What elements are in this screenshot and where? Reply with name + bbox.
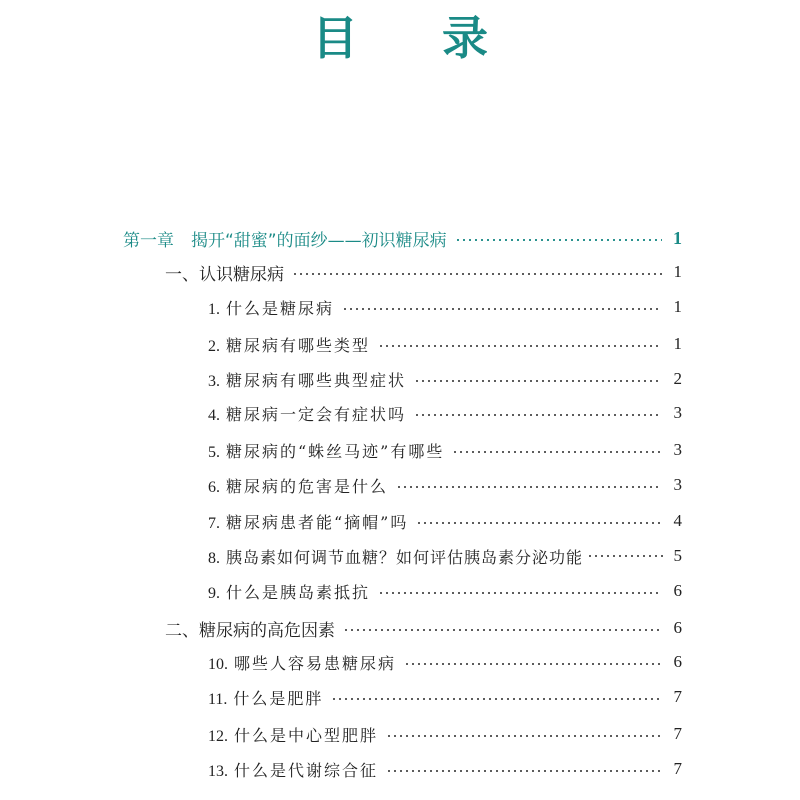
dot-leader: [386, 770, 662, 772]
item-number: 6.: [208, 478, 220, 496]
toc-item-7[interactable]: [208, 506, 682, 536]
item-text: 糖尿病患者能“摘帽”吗: [226, 512, 409, 532]
item-text: 哪些人容易患糖尿病: [234, 653, 397, 673]
item-number: 9.: [208, 584, 220, 602]
toc-chapter-1[interactable]: [123, 223, 682, 253]
dot-leader: [587, 555, 666, 557]
page-number: 1: [673, 334, 682, 353]
item-text: 什么是中心型肥胖: [234, 725, 379, 745]
item-text: 什么是胰岛素抵抗: [226, 582, 371, 602]
item-text: 胰岛素如何调节血糖？如何评估胰岛素分泌功能: [226, 547, 584, 567]
page-number: 7: [673, 687, 682, 706]
item-title: [208, 402, 406, 425]
section-title: 二、糖尿病的高危因素: [165, 620, 335, 641]
item-number: 7.: [208, 514, 220, 532]
toc-item-3[interactable]: [208, 364, 682, 394]
item-number: 4.: [208, 406, 220, 424]
dot-leader: [404, 663, 662, 665]
item-number: 11.: [208, 690, 228, 708]
dot-leader: [292, 273, 662, 275]
dot-leader: [416, 522, 662, 524]
item-text: 糖尿病有哪些类型: [226, 335, 371, 355]
item-number: 12.: [208, 727, 228, 745]
page-number: 1: [673, 227, 682, 248]
page-title: 目 录: [311, 11, 522, 65]
page-number: 3: [673, 403, 682, 422]
toc-item-2[interactable]: [208, 329, 682, 359]
section-title: 一、认识糖尿病: [165, 264, 284, 285]
item-title: [208, 510, 408, 533]
toc-item-13[interactable]: [208, 754, 682, 784]
dot-leader: [414, 414, 662, 416]
page-number: 4: [673, 511, 682, 530]
toc-item-6[interactable]: [208, 470, 682, 500]
dot-leader: [396, 486, 662, 488]
page-number: 6: [673, 581, 682, 600]
toc-item-11[interactable]: [208, 682, 682, 712]
dot-leader: [378, 345, 662, 347]
item-text: 什么是代谢综合征: [234, 760, 379, 780]
item-title: [208, 333, 370, 356]
toc-item-10[interactable]: [208, 647, 682, 677]
item-number: 5.: [208, 443, 220, 461]
item-number: 13.: [208, 762, 228, 780]
item-title: [208, 545, 583, 568]
item-text: 糖尿病的危害是什么: [226, 476, 389, 496]
item-title: [208, 474, 388, 497]
dot-leader: [331, 698, 662, 700]
dot-leader: [414, 380, 662, 382]
chapter-title: 第一章 揭开“甜蜜”的面纱——初识糖尿病: [123, 230, 447, 251]
page-number: 7: [673, 759, 682, 778]
page-number: 3: [673, 475, 682, 494]
item-title: [208, 368, 406, 391]
toc-section-1[interactable]: [165, 257, 682, 287]
item-text: 什么是肥胖: [233, 688, 324, 708]
item-number: 8.: [208, 549, 220, 567]
dot-leader: [386, 735, 662, 737]
page-number: 7: [673, 724, 682, 743]
page-number: 6: [673, 618, 682, 637]
item-number: 3.: [208, 372, 220, 390]
item-text: 糖尿病有哪些典型症状: [226, 370, 407, 390]
item-title: [208, 651, 396, 674]
toc-item-4[interactable]: [208, 398, 682, 428]
toc-item-8[interactable]: [208, 541, 682, 571]
item-number: 10.: [208, 655, 228, 673]
toc-item-1[interactable]: [208, 292, 682, 322]
toc-item-9[interactable]: [208, 576, 682, 606]
toc-item-5[interactable]: [208, 435, 682, 465]
item-text: 糖尿病的“蛛丝马迹”有哪些: [226, 441, 445, 461]
toc-section-2[interactable]: [165, 613, 682, 643]
item-number: 2.: [208, 337, 220, 355]
toc-item-12[interactable]: [208, 719, 682, 749]
dot-leader: [455, 239, 662, 241]
item-title: [208, 686, 323, 709]
page-number: 2: [673, 369, 682, 388]
item-number: 1.: [208, 300, 220, 318]
dot-leader: [452, 451, 662, 453]
item-title: [208, 723, 378, 746]
item-title: [208, 758, 378, 781]
item-text: 什么是糖尿病: [226, 298, 335, 318]
dot-leader: [342, 308, 662, 310]
page-number: 5: [673, 546, 682, 565]
page-number: 3: [673, 440, 682, 459]
dot-leader: [378, 592, 662, 594]
page-number: 6: [673, 652, 682, 671]
item-title: [208, 439, 444, 462]
page-number: 1: [673, 297, 682, 316]
item-text: 糖尿病一定会有症状吗: [226, 404, 407, 424]
dot-leader: [343, 629, 662, 631]
page-number: 1: [673, 262, 682, 281]
item-title: [208, 296, 334, 319]
item-title: [208, 580, 370, 603]
